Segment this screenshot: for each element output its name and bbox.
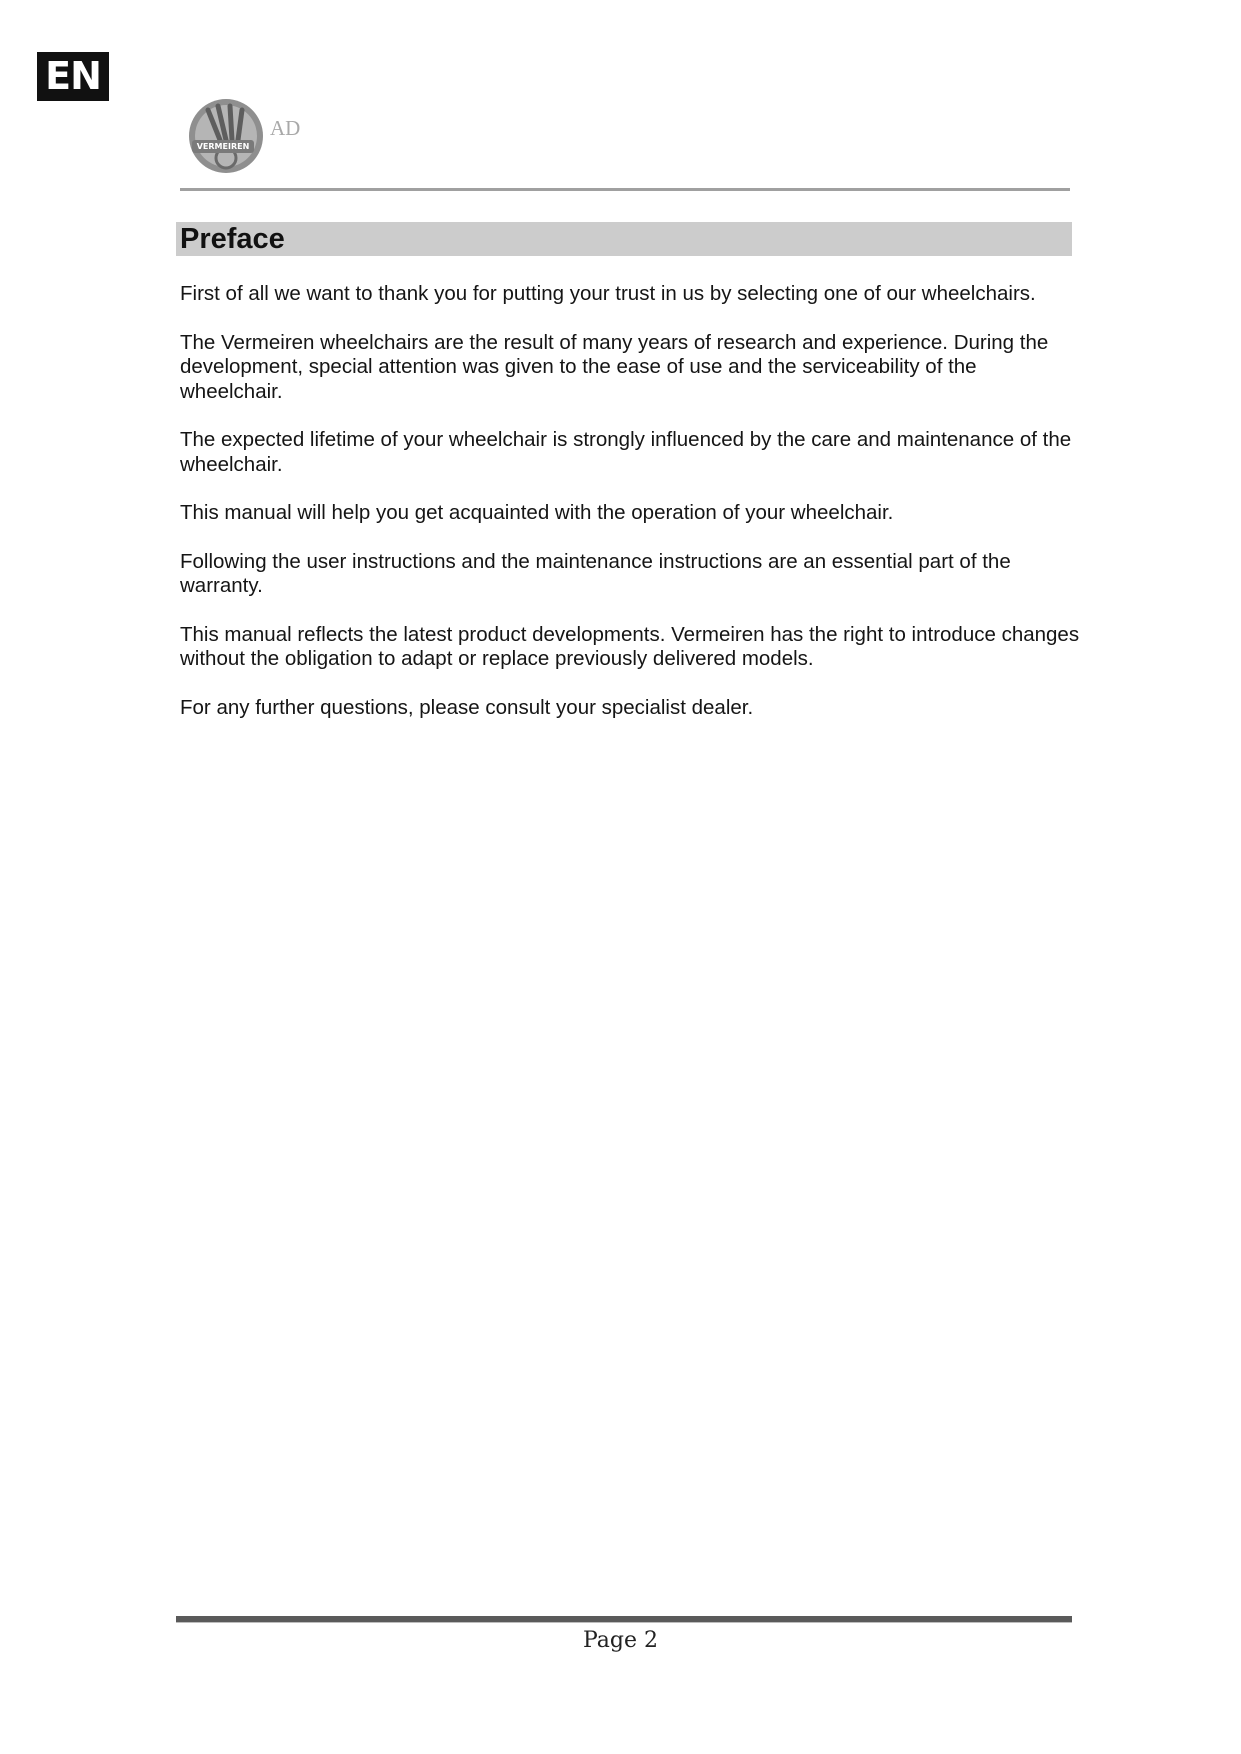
page-number: Page 2 <box>582 1628 659 1653</box>
logo-brand-text: VERMEIREN <box>192 140 254 153</box>
footer-divider <box>176 1616 1072 1623</box>
paragraph: This manual will help you get acquainted with the operation of your wheelchair. <box>180 501 894 524</box>
paragraph: For any further questions, please consult your specialist dealer. <box>180 695 754 719</box>
logo-model-text: AD <box>270 116 301 140</box>
vermeiren-logo <box>186 96 326 176</box>
language-badge: EN <box>37 52 109 101</box>
preface-body <box>180 282 1080 744</box>
paragraph: The Vermeiren wheelchairs are the result of many years of research and experience. During the development, special attention was given to the ease of use and the serviceability of the wheelchair. <box>180 330 1049 403</box>
section-title: Preface <box>180 223 285 255</box>
paragraph: First of all we want to thank you for putting your trust in us by selecting one of our wheelchairs. <box>180 282 1036 305</box>
paragraph: The expected lifetime of your wheelchair is strongly influenced by the care and maintenance of the wheelchair. <box>180 428 1072 476</box>
paragraph: Following the user instructions and the maintenance instructions are an essential part of the warranty. <box>180 549 1011 597</box>
paragraph: This manual reflects the latest product developments. Vermeiren has the right to introduce changes without the obligation to adapt or replace previously delivered models. <box>180 622 1080 670</box>
header-divider <box>180 188 1070 191</box>
wheelchair-brand-logo-icon <box>186 96 266 176</box>
section-heading <box>176 222 1072 256</box>
